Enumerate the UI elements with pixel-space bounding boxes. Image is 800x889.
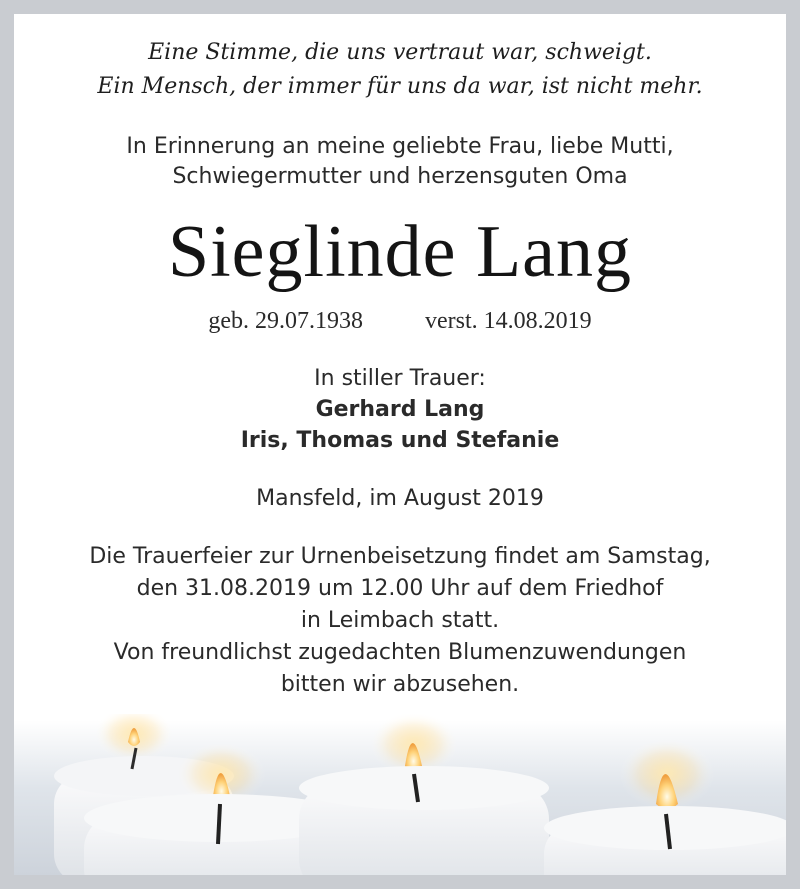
candles-photo — [14, 714, 786, 875]
notice-line-3: in Leimbach statt. — [300, 608, 500, 633]
notice-line-1: Die Trauerfeier zur Urnenbeisetzung findet am Samstag, — [89, 544, 711, 569]
candle-middle — [299, 714, 549, 875]
death-date: verst. 14.08.2019 — [425, 308, 592, 334]
life-dates — [14, 308, 786, 335]
mourners-heading: In stiller Trauer: — [314, 366, 486, 391]
notice-line-4: Von freundlichst zugedachten Blumenzuwendungen — [113, 640, 687, 665]
deceased-name: Sieglinde Lang — [167, 211, 633, 293]
notice-line-2: den 31.08.2019 um 12.00 Uhr auf dem Friedhof — [136, 576, 664, 601]
quote-line-1: Eine Stimme, die uns vertraut war, schweigt. — [148, 40, 652, 65]
notice-line-5: bitten wir abzusehen. — [280, 672, 520, 697]
obituary-notice — [14, 14, 786, 875]
mourner-name-2: Iris, Thomas und Stefanie — [240, 428, 560, 453]
birth-date: geb. 29.07.1938 — [208, 308, 363, 334]
quote-line-2: Ein Mensch, der immer für uns da war, ist nicht mehr. — [97, 74, 703, 99]
place-date: Mansfeld, im August 2019 — [256, 486, 544, 511]
intro-line-2: Schwiegermutter und herzensguten Oma — [172, 164, 628, 189]
candle-right — [544, 738, 786, 875]
intro-line-1: In Erinnerung an meine geliebte Frau, liebe Mutti, — [126, 134, 674, 159]
mourner-name-1: Gerhard Lang — [315, 397, 485, 422]
